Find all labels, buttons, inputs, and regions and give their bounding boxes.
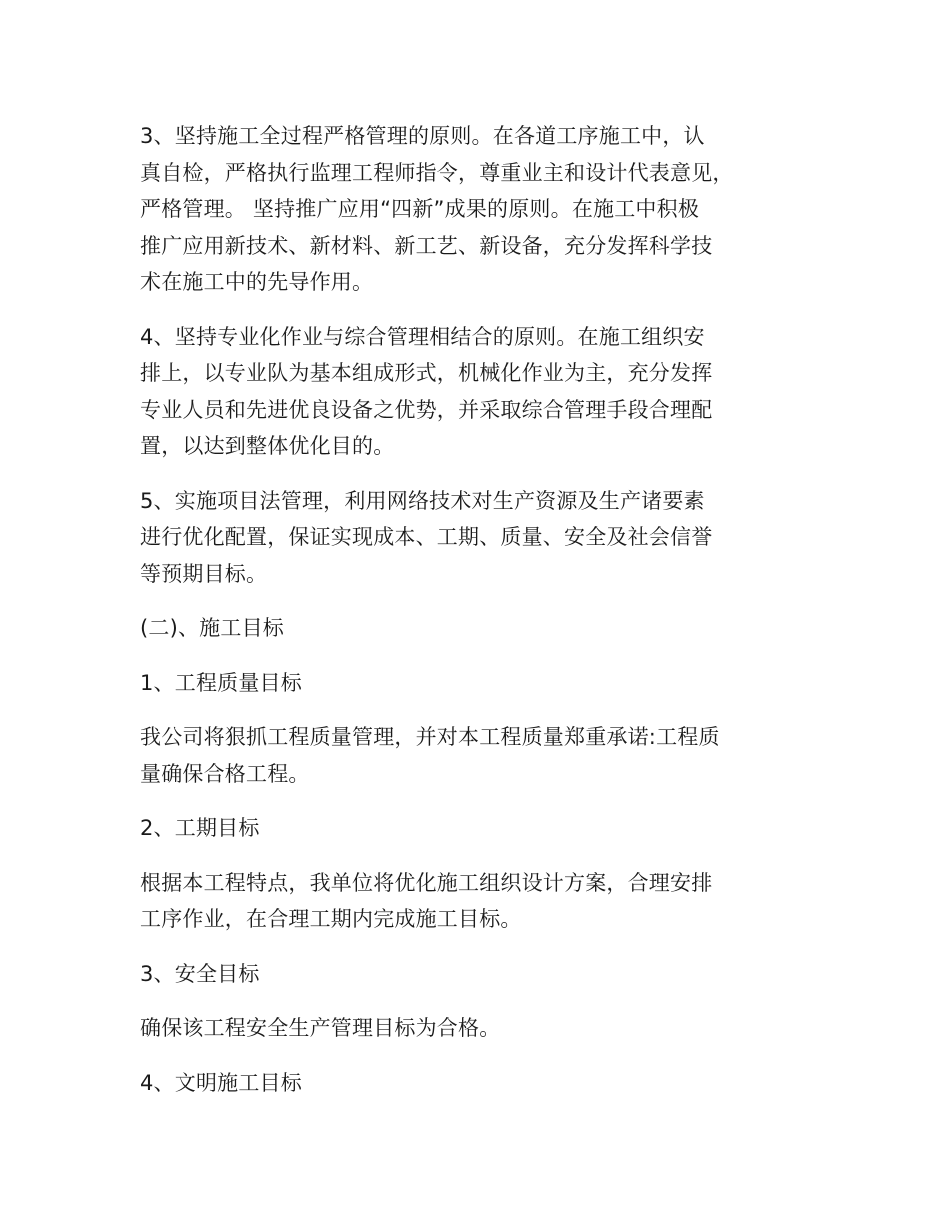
text-line: 推广应用新技术、新材料、新工艺、新设备，充分发挥科学技 xyxy=(140,233,713,258)
subheading-safety-goal xyxy=(140,956,820,993)
subheading-quality-goal xyxy=(140,665,820,702)
section-heading-construction-goals xyxy=(140,610,820,647)
text-line: 进行优化配置，保证实现成本、工期、质量、安全及社会信誉 xyxy=(140,525,713,549)
text-line: 4、坚持专业化作业与综合管理相结合的原则。在施工组织安 xyxy=(140,324,705,349)
text-line: 量确保合格工程。 xyxy=(140,761,310,786)
text-line: 我公司将狠抓工程质量管理，并对本工程质量郑重承诺:工程质 xyxy=(140,725,720,749)
text-line: 严格管理。 坚持推广应用“四新”成果的原则。在施工中积极 xyxy=(140,197,700,221)
subheading-schedule-goal xyxy=(140,810,820,847)
paragraph-principle-4 xyxy=(140,319,820,465)
text-line: 等预期目标。 xyxy=(140,561,268,586)
text-line: 真自检，严格执行监理工程师指令，尊重业主和设计代表意见， xyxy=(140,160,734,185)
text-line: 专业人员和先进优良设备之优势，并采取综合管理手段合理配 xyxy=(140,397,713,422)
subheading-civilized-construction-goal xyxy=(140,1065,820,1102)
heading-text: 3、安全目标 xyxy=(140,961,260,986)
text-line: 3、坚持施工全过程严格管理的原则。在各道工序施工中，认 xyxy=(140,124,705,148)
text-line: 排上，以专业队为基本组成形式，机械化作业为主，充分发挥 xyxy=(140,361,713,385)
heading-text: 4、文明施工目标 xyxy=(140,1070,302,1095)
heading-text: 1、工程质量目标 xyxy=(140,670,302,695)
paragraph-quality-goal xyxy=(140,719,820,792)
text-line: 确保该工程安全生产管理目标为合格。 xyxy=(140,1016,501,1040)
heading-text: 2、工期目标 xyxy=(140,816,260,840)
heading-text: (二)、施工目标 xyxy=(140,616,284,640)
text-line: 置，以达到整体优化目的。 xyxy=(140,434,395,458)
paragraph-safety-goal xyxy=(140,1010,820,1047)
paragraph-principle-3 xyxy=(140,118,820,301)
paragraph-schedule-goal xyxy=(140,865,820,938)
text-line: 5、实施项目法管理，利用网络技术对生产资源及生产诸要素 xyxy=(140,488,705,513)
paragraph-principle-5 xyxy=(140,483,820,593)
text-line: 根据本工程特点，我单位将优化施工组织设计方案，合理安排 xyxy=(140,870,713,895)
text-line: 术在施工中的先导作用。 xyxy=(140,270,374,294)
text-line: 工序作业，在合理工期内完成施工目标。 xyxy=(140,907,522,931)
document-body xyxy=(140,118,820,1119)
